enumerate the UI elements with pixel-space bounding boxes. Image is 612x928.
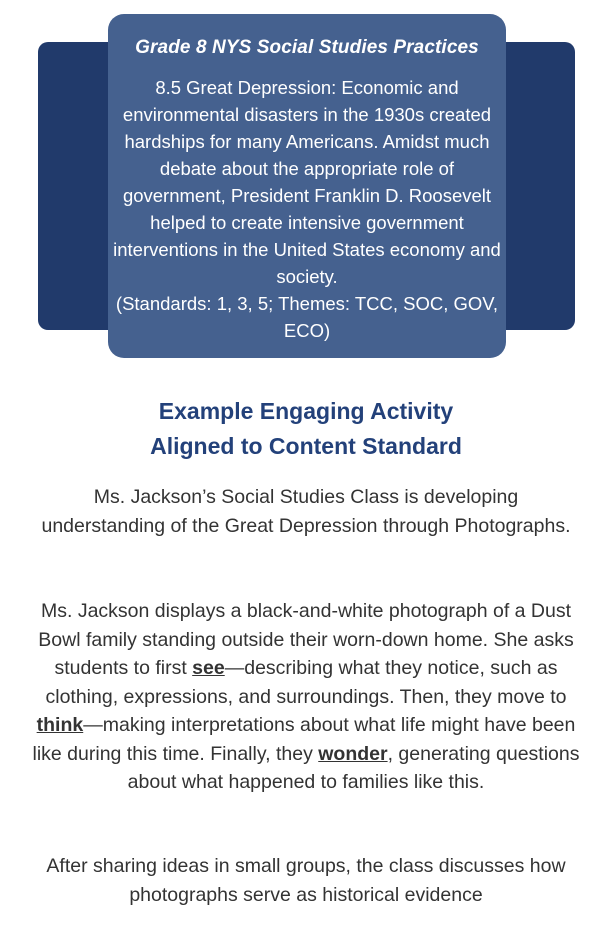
description-text-1: Ms. Jackson displays a black-and-white photograph of a Dust Bowl family standing outside their worn-down home. She asks students to first <box>38 600 574 679</box>
keyword-see: see <box>192 657 225 679</box>
heading-line-1: Example Engaging Activity <box>158 398 454 424</box>
description-text-3: —making interpretations about what life might have been like during this time. Finally, they <box>32 714 576 765</box>
card-body: 8.5 Great Depression: Economic and environmental disasters in the 1930s created hardships for many Americans. Amidst much debate about the appropriate role of government, President Franklin D. Roosevelt helped to create intensive government interventions in the United States economy and society. <box>113 77 501 287</box>
standard-card <box>108 14 506 358</box>
description-text-4: , generating questions about what happened to families like this. <box>127 742 580 793</box>
description-text-2: —describing what they notice, such as clothing, expressions, and surroundings. Then, they move to <box>45 657 567 708</box>
keyword-wonder: wonder <box>318 742 388 765</box>
heading-line-2: Aligned to Content Standard <box>150 433 462 459</box>
section-heading <box>0 394 612 464</box>
keyword-think: think <box>36 714 84 736</box>
closing-paragraph: After sharing ideas in small groups, the class discusses how photographs serve as historical evidence <box>46 855 566 906</box>
intro-paragraph: Ms. Jackson’s Social Studies Class is developing understanding of the Great Depression through Photographs. <box>41 486 571 537</box>
card-standards: (Standards: 1, 3, 5; Themes: TCC, SOC, GOV, ECO) <box>115 293 499 341</box>
card-title: Grade 8 NYS Social Studies Practices <box>135 37 479 58</box>
description-paragraph <box>30 597 582 797</box>
